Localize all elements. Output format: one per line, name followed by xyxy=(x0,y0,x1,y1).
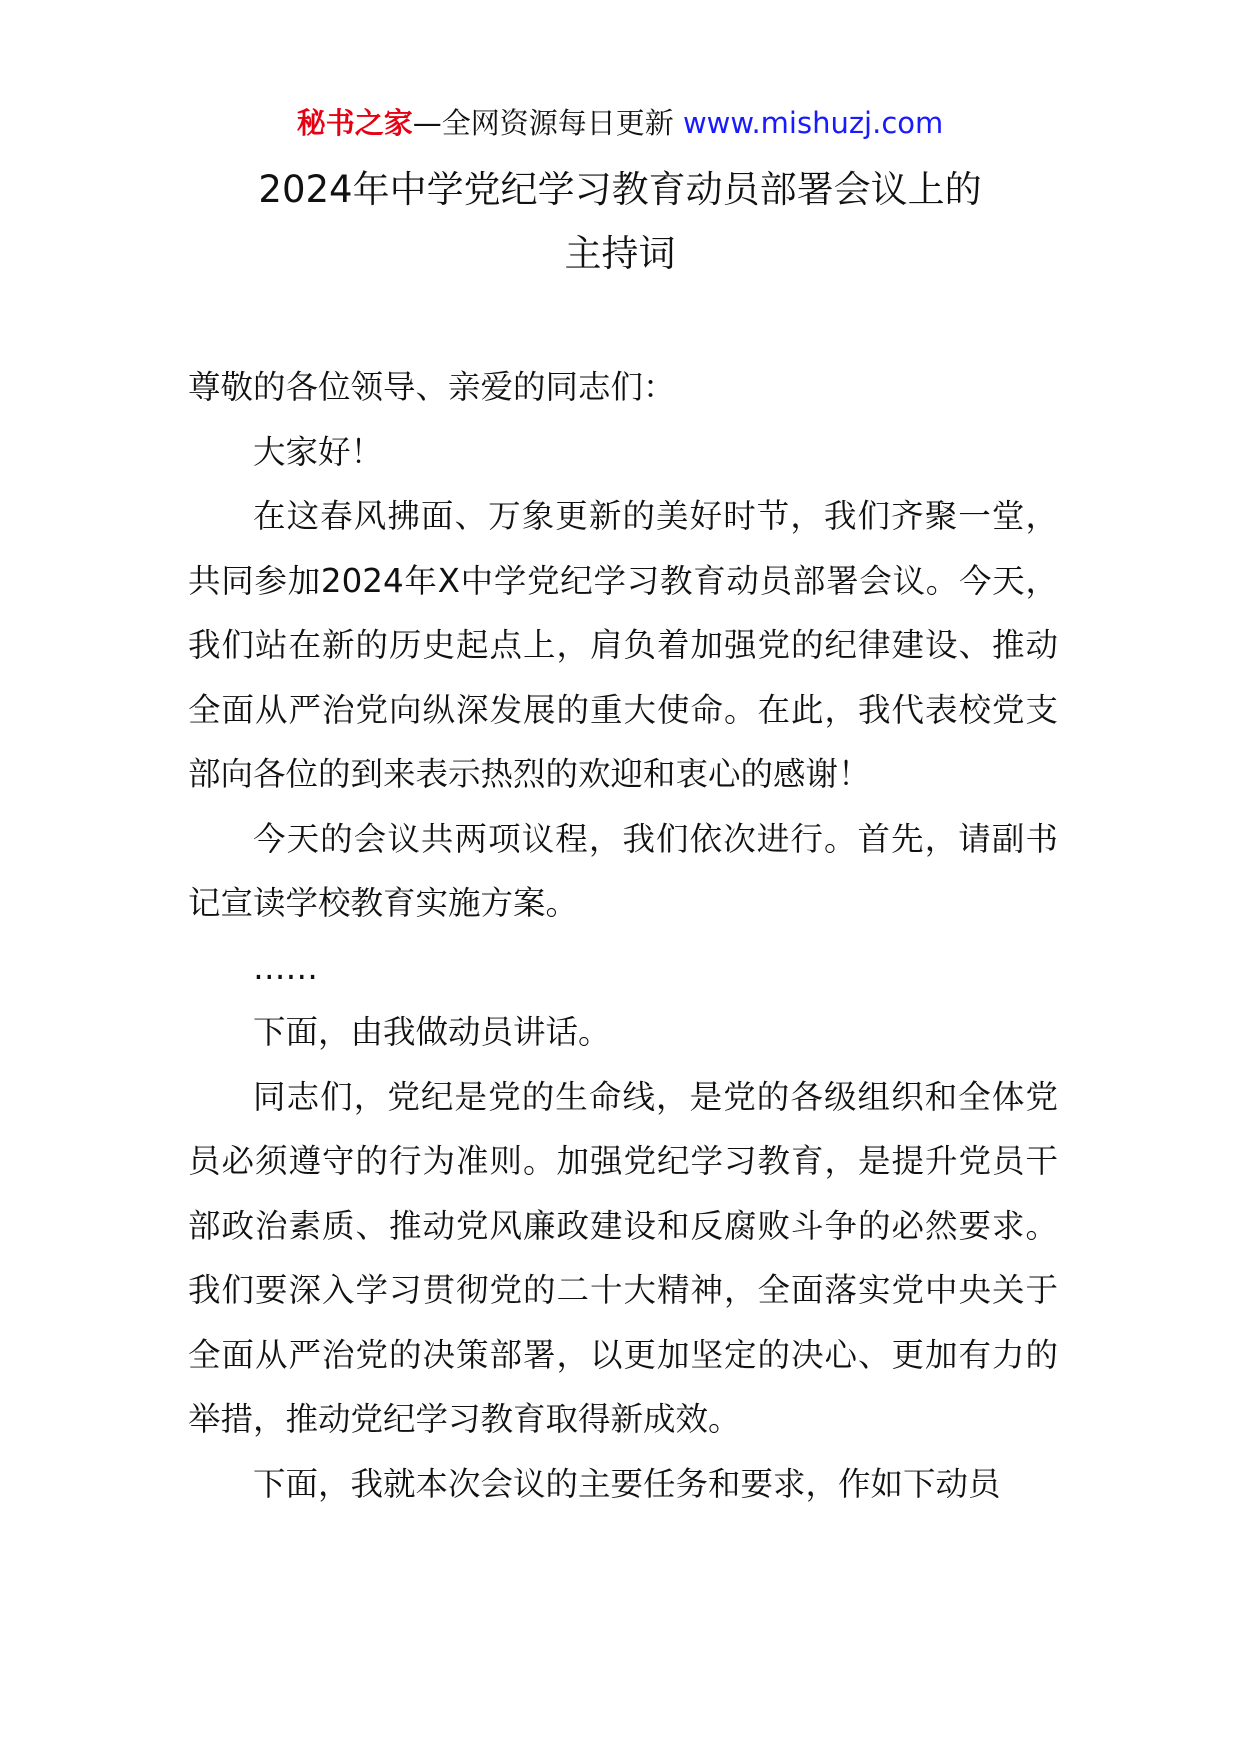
paragraph-greeting: 大家好！ xyxy=(253,432,384,471)
paragraph-discipline: 同志们，党纪是党的生命线，是党的各级组织和全体党员必须遵守的行为准则。加强党纪学习教育，是提升党员干部政治素质、推动党风廉政建设和反腐败斗争的必然要求。我们要深入学习贯彻党的二十大精神，全面落实党中央关于全面从严治党的决策部署，以更加坚定的决心、更加有力的举措，推动党纪学习教育取得新成效。 xyxy=(188,1077,1058,1438)
site-banner xyxy=(0,100,1240,146)
paragraph-ellipsis: …… xyxy=(253,948,318,987)
title-line-2: 主持词 xyxy=(564,232,676,275)
document-body xyxy=(188,355,1058,1516)
document-title xyxy=(150,158,1090,286)
paragraph-tasks: 下面，我就本次会议的主要任务和要求，作如下动员 xyxy=(253,1464,1001,1503)
salutation: 尊敬的各位领导、亲爱的同志们： xyxy=(188,368,676,406)
paragraph-opening: 在这春风拂面、万象更新的美好时节，我们齐聚一堂，共同参加2024年X中学党纪学习教育动员部署会议。今天，我们站在新的历史起点上，肩负着加强党的纪律建设、推动全面从严治党向纵深发展的重大使命。在此，我代表校党支部向各位的到来表示热烈的欢迎和衷心的感谢！ xyxy=(188,497,1058,793)
brand-tagline: —全网资源每日更新 xyxy=(412,106,674,140)
paragraph-speech-intro: 下面，由我做动员讲话。 xyxy=(253,1013,611,1051)
title-line-1: 2024年中学党纪学习教育动员部署会议上的 xyxy=(258,168,982,211)
brand-url-link[interactable]: www.mishuzj.com xyxy=(682,106,944,140)
paragraph-agenda: 今天的会议共两项议程，我们依次进行。首先，请副书记宣读学校教育实施方案。 xyxy=(188,819,1058,922)
brand-name: 秘书之家 xyxy=(296,106,413,140)
